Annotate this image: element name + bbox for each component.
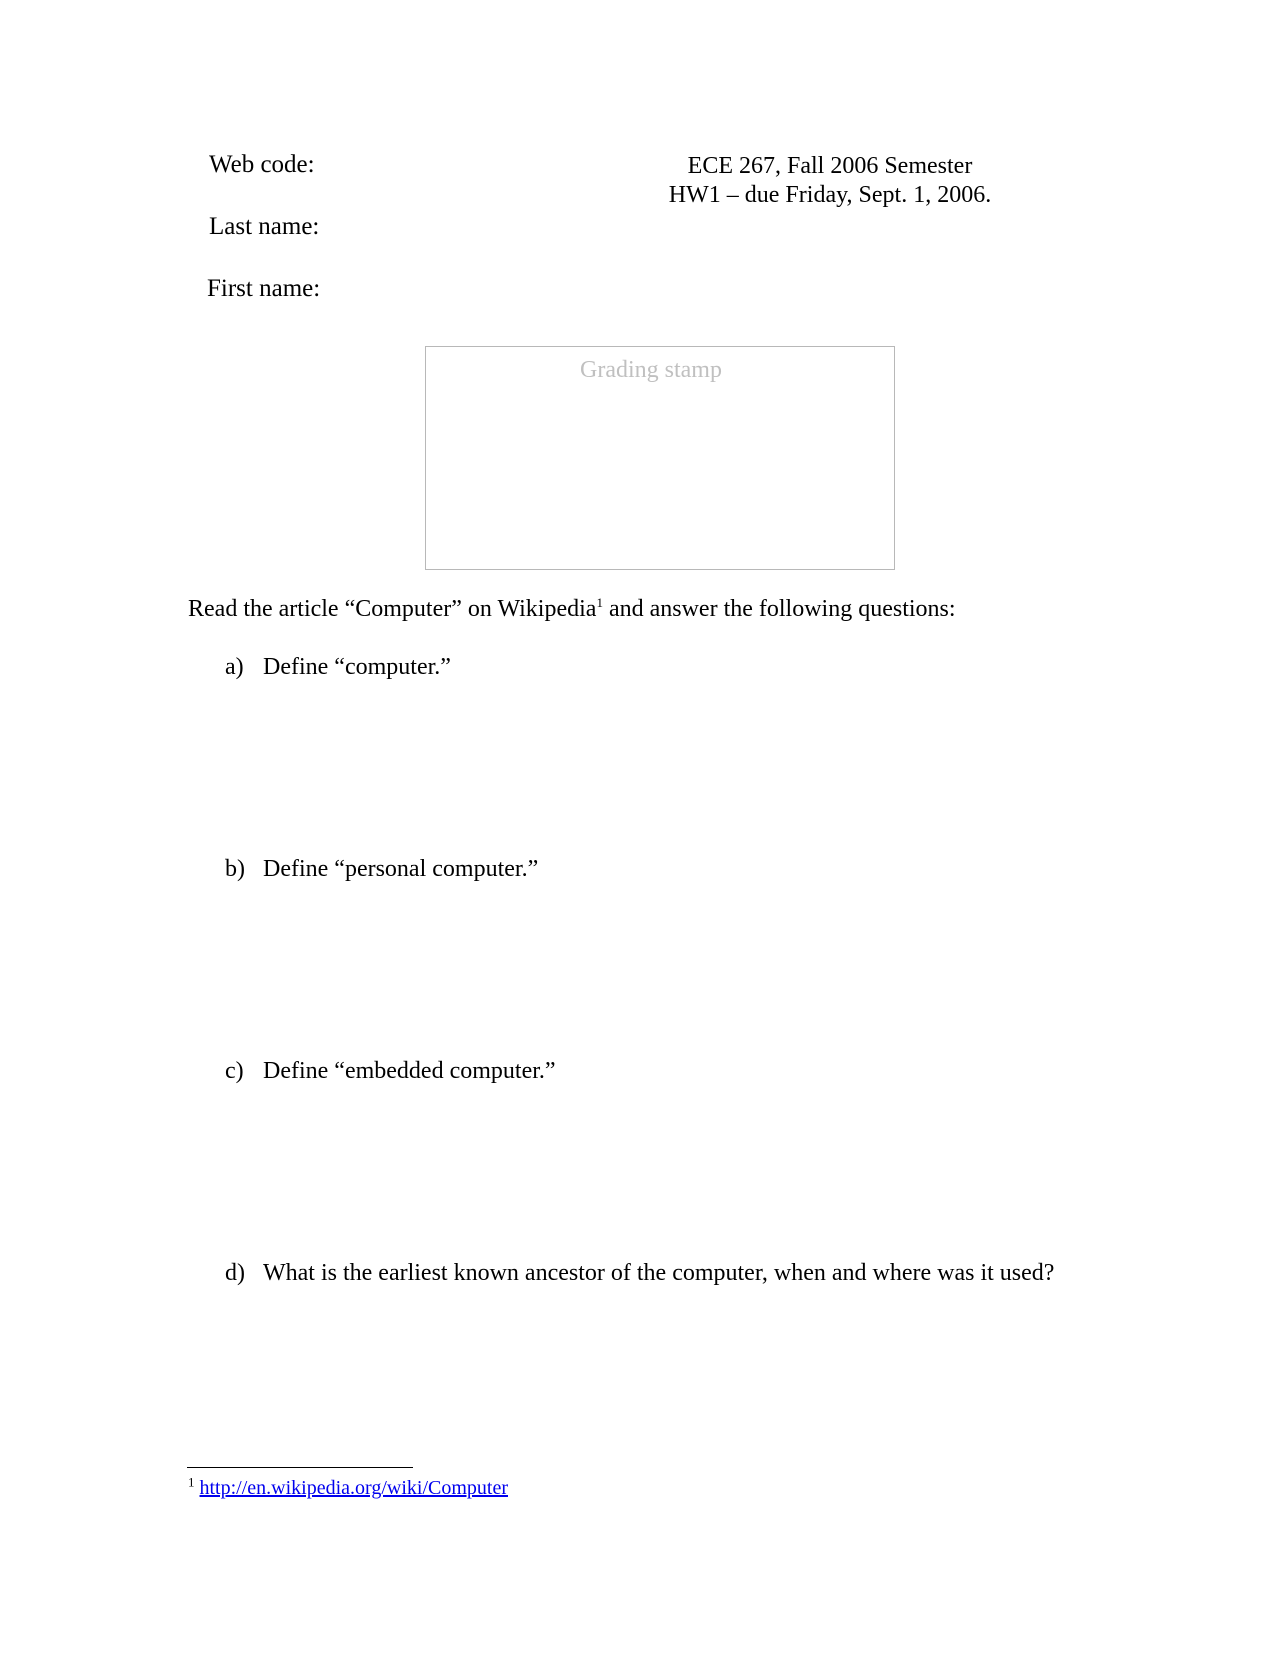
footnote-divider	[187, 1467, 413, 1468]
grading-stamp-label: Grading stamp	[580, 357, 722, 383]
question-item	[225, 1259, 1055, 1288]
web-code-label: Web code:	[209, 151, 315, 178]
footnote-reference: 1	[596, 595, 603, 610]
question-marker: d)	[225, 1260, 245, 1286]
course-title: ECE 267, Fall 2006 Semester	[687, 153, 973, 179]
question-text: Define “embedded computer.”	[263, 1058, 556, 1084]
question-text: Define “personal computer.”	[263, 856, 539, 882]
question-item	[225, 1057, 1055, 1086]
first-name-label: First name:	[207, 275, 321, 302]
footnote-number: 1	[188, 1474, 195, 1490]
last-name-label: Last name:	[209, 213, 320, 240]
course-header	[620, 152, 1040, 210]
question-item	[225, 855, 1055, 884]
intro-text-before: Read the article “Computer” on Wikipedia	[188, 596, 597, 622]
question-text: What is the earliest known ancestor of the computer, when and where was it used?	[263, 1260, 1055, 1286]
intro-paragraph	[188, 594, 956, 624]
grading-stamp-box	[425, 346, 895, 570]
footnote	[188, 1476, 508, 1500]
intro-text-after: and answer the following questions:	[602, 596, 956, 622]
question-marker: b)	[225, 856, 245, 882]
question-item	[225, 653, 1055, 682]
wikipedia-link[interactable]: http://en.wikipedia.org/wiki/Computer	[199, 1477, 508, 1499]
assignment-due: HW1 – due Friday, Sept. 1, 2006.	[668, 182, 992, 208]
question-marker: a)	[225, 654, 244, 680]
question-marker: c)	[225, 1058, 244, 1084]
question-text: Define “computer.”	[263, 654, 451, 680]
